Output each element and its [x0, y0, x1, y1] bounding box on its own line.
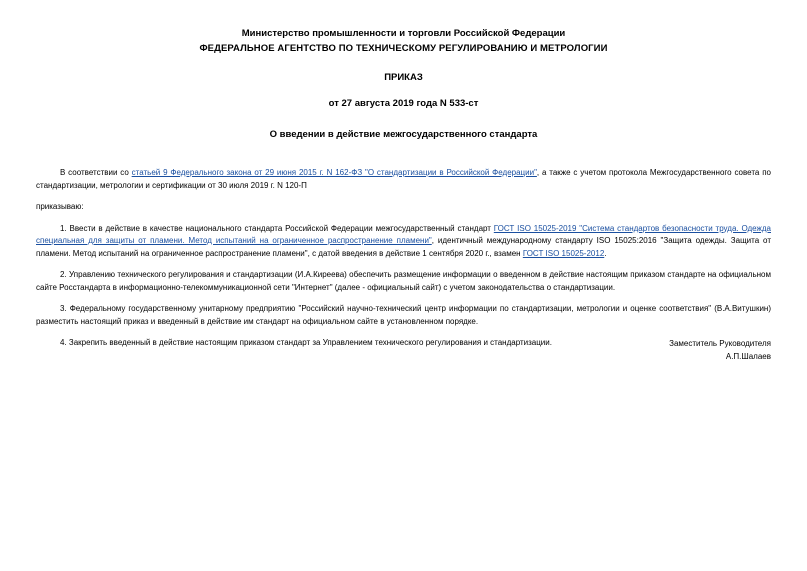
federal-law-link[interactable]: статьей 9 Федерального закона от 29 июня 2015 г. N 162-ФЗ "О стандартизации в Российской Федерации"	[131, 168, 537, 177]
signatory-name: А.П.Шалаев	[725, 351, 771, 361]
document-body	[36, 167, 771, 350]
gost-iso-15025-2019-link[interactable]: ГОСТ ISO 15025-2019 "Система стандартов безопасности труда. Одежда специальная для защиты от пламени. Метод испытаний на ограниченное распространение пламени"	[36, 223, 771, 245]
document-type: ПРИКАЗ	[384, 72, 423, 83]
item-1-mid-text: , идентичный международному стандарту ISO 15025:2016 "Защита одежды. Защита от пламени. Метод испытаний на ограниченное распространение пламени", с датой введения в действие 1 сентября 2020 г., взамен	[36, 236, 771, 258]
order-verb: приказываю:	[36, 202, 84, 211]
preamble-lead-text: В соответствии со	[60, 168, 132, 177]
ministry-line: Министерство промышленности и торговли Российской Федерации	[241, 28, 566, 39]
item-1-tail-text: .	[604, 248, 607, 258]
item-4-paragraph: 4. Закрепить введенный в действие настоящим приказом стандарт за Управлением технического регулирования и стандартизации.	[60, 338, 552, 347]
preamble-tail-text: , а также с учетом протокола Межгосударственного совета по стандартизации, метрологии и сертификации от 30 июля 2019 г. N 120-П	[36, 168, 771, 190]
agency-line: ФЕДЕРАЛЬНОЕ АГЕНТСТВО ПО ТЕХНИЧЕСКОМУ РЕГУЛИРОВАНИЮ И МЕТРОЛОГИИ	[199, 43, 608, 54]
item-1-paragraph	[36, 223, 771, 261]
signatory-position: Заместитель Руководителя	[669, 339, 771, 348]
preamble-paragraph	[36, 167, 771, 192]
gost-iso-15025-2012-link[interactable]: ГОСТ ISO 15025-2012	[522, 248, 605, 258]
document-header	[36, 26, 771, 56]
signature-block	[669, 338, 771, 363]
item-1-lead-text: 1. Ввести в действие в качестве национального стандарта Российской Федерации межгосударственный стандарт	[60, 223, 494, 233]
item-2-paragraph: 2. Управлению технического регулирования и стандартизации (И.А.Киреева) обеспечить размещение информации о введенном в действие настоящим приказом стандарте на официальном сайте Росстандарта в информационно-телекоммуникационной сети "Интернет" (далее - официальный сайт) с учетом законодательства о стандартизации.	[36, 270, 771, 292]
document-title: О введении в действие межгосударственного стандарта	[269, 129, 538, 140]
item-3-paragraph: 3. Федеральному государственному унитарному предприятию "Российский научно-технический центр информации по стандартизации, метрологии и оценке соответствия" (В.А.Витушкин) разместить настоящий приказ и введенный в действие им стандарт на официальном сайте в установленном порядке.	[36, 304, 771, 326]
document-date: от 27 августа 2019 года N 533-ст	[328, 98, 479, 109]
